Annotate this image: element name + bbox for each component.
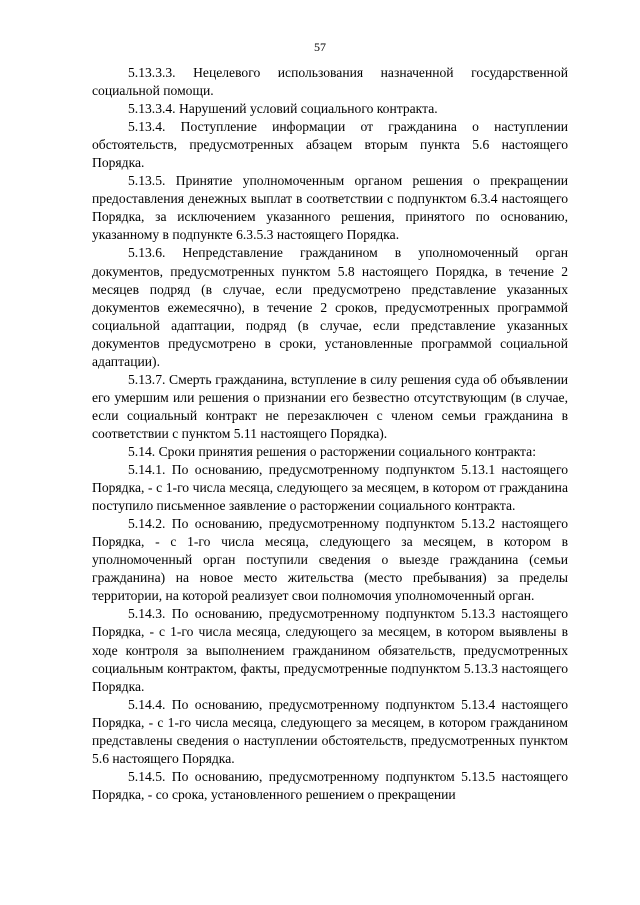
- paragraph-5-14-5: 5.14.5. По основанию, предусмотренному подпунктом 5.13.5 настоящего Порядка, - со срока, установленного решением о прекращении: [92, 768, 568, 802]
- paragraph-5-13-5: 5.13.5. Принятие уполномоченным органом решения о прекращении предоставления денежных выплат в соответствии с подпунктом 6.3.4 настоящего Порядка, за исключением указанного решения, принятого по основанию, указанному в подпункте 6.3.5.3 настоящего Порядка.: [92, 173, 568, 243]
- paragraph-5-13-7: 5.13.7. Смерть гражданина, вступление в силу решения суда об объявлении его умершим или решения о признании его безвестно отсутствующим (в случае, если социальный контракт не перезаключен с членом семьи гражданина в соответствии с пунктом 5.11 настоящего Порядка).: [92, 371, 568, 441]
- paragraph-5-13-6: 5.13.6. Непредставление гражданином в уполномоченный орган документов, предусмотренных пунктом 5.8 настоящего Порядка, в течение 2 месяцев подряд (в случае, если предусмотрено представление указанных документов ежемесячно), в течение 2 сроков, предусмотренных программой социальной адаптации, подряд (в случае, если представление указанных документов предусмотрено в сроки, установленные программой социальной адаптации).: [92, 245, 568, 369]
- page-number: 57: [314, 40, 326, 54]
- paragraph-5-14-1: 5.14.1. По основанию, предусмотренному подпунктом 5.13.1 настоящего Порядка, - с 1-го числа месяца, следующего за месяцем, в котором от гражданина поступило письменное заявление о расторжении социального контракта.: [92, 462, 568, 514]
- document-body: [92, 64, 568, 804]
- paragraph-5-13-3-4: 5.13.3.4. Нарушений условий социального контракта.: [128, 101, 438, 117]
- paragraph-5-13-3-3: 5.13.3.3. Нецелевого использования назначенной государственной социальной помощи.: [92, 65, 568, 99]
- paragraph-5-14: 5.14. Сроки принятия решения о расторжении социального контракта:: [128, 443, 536, 459]
- paragraph-5-14-2: 5.14.2. По основанию, предусмотренному подпунктом 5.13.2 настоящего Порядка, - с 1-го числа месяца, следующего за месяцем, в котором в уполномоченный орган поступили сведения о выезде гражданина (семьи гражданина) на новое место жительства (место пребывания) за пределы территории, на которой реализует свои полномочия уполномоченный орган.: [92, 516, 568, 604]
- paragraph-5-14-3: 5.14.3. По основанию, предусмотренному подпунктом 5.13.3 настоящего Порядка, - с 1-го числа месяца, следующего за месяцем, в котором выявлены в ходе контроля за выполнением гражданином обязательств, предусмотренных социальным контрактом, факты, предусмотренные подпунктом 5.13.3 настоящего Порядка.: [92, 606, 568, 694]
- paragraph-5-13-4: 5.13.4. Поступление информации от гражданина о наступлении обстоятельств, предусмотренных абзацем вторым пункта 5.6 настоящего Порядка.: [92, 119, 568, 171]
- paragraph-5-14-4: 5.14.4. По основанию, предусмотренному подпунктом 5.13.4 настоящего Порядка, - с 1-го числа месяца, следующего за месяцем, в котором гражданином представлены сведения о наступлении обстоятельств, предусмотренных пунктом 5.6 настоящего Порядка.: [92, 696, 568, 766]
